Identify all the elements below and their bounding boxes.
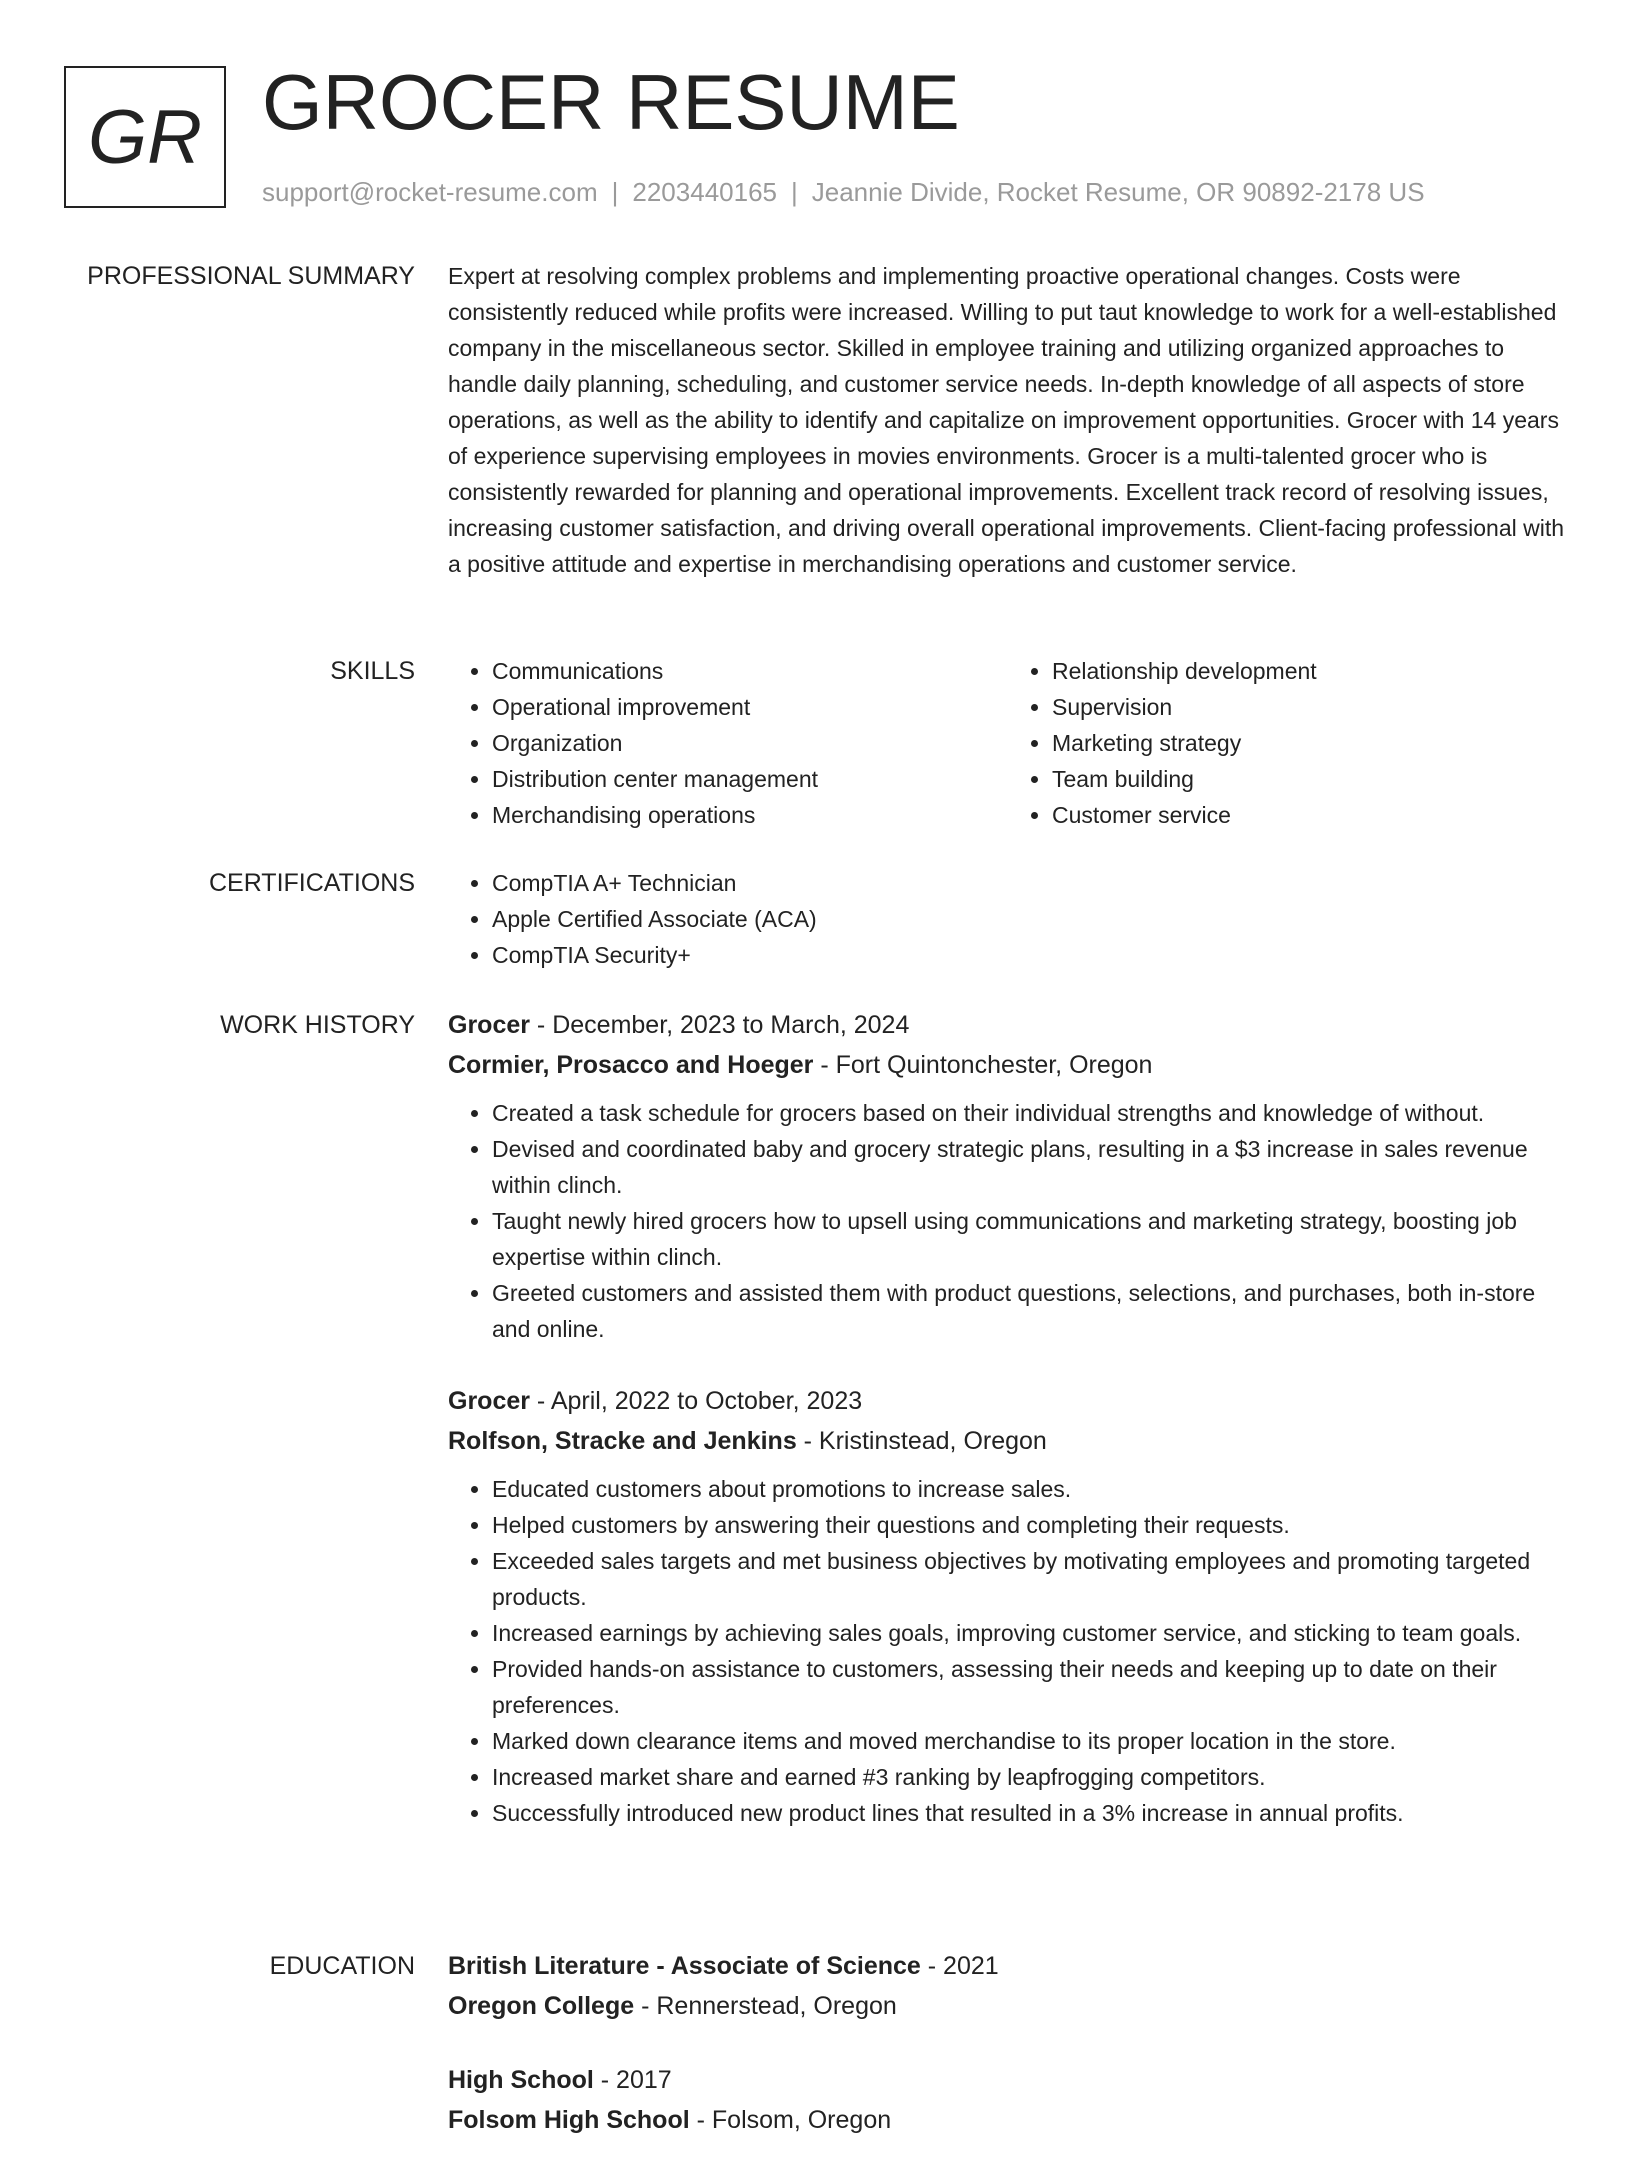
education-school: Oregon College [448,1992,635,2020]
education-school-line [448,2100,1568,2140]
job-company: Cormier, Prosacco and Hoeger [448,1051,814,1079]
certification-item: • CompTIA A+ Technician [492,865,1568,901]
contact-line [262,174,1425,210]
job-dates: - December, 2023 to March, 2024 [529,1011,910,1039]
section-title-skills: SKILLS [330,657,415,685]
skill-item: • Marketing strategy [1052,725,1568,761]
job-bullets [448,1471,1568,1831]
job-location: - Fort Quintonchester, Oregon [813,1051,1153,1079]
skill-item: • Merchandising operations [492,797,1008,833]
job-entry [448,1005,1568,1347]
education-degree-line [448,2060,1568,2100]
education-location: - Folsom, Oregon [689,2106,892,2134]
section-title-work-history: WORK HISTORY [220,1011,415,1039]
section-title-certifications: CERTIFICATIONS [208,869,415,897]
job-bullet: • Educated customers about promotions to increase sales. [492,1471,1568,1507]
monogram: GR [64,66,226,208]
education-year: - 2017 [593,2066,672,2094]
education-degree: British Literature - Associate of Science [448,1952,921,1980]
summary-text: Expert at resolving complex problems and implementing proactive operational changes. Costs were consistently reduced while profits were increased. Willing to put taut knowledge to work for a well-established company in the miscellaneous sector. Skilled in employee training and utilizing organized approaches to handle daily planning, scheduling, and customer service needs. In-depth knowledge of all aspects of store operations, as well as the ability to identify and capitalize on improvement opportunities. Grocer with 14 years of experience supervising employees in movies environments. Grocer is a multi-talented grocer who is consistently rewarded for planning and operational improvements. Excellent track record of resolving issues, increasing customer satisfaction, and driving overall operational improvements. Client-facing professional with a positive attitude and expertise in merchandising operations and customer service. [448,263,1565,577]
skills-list-left [448,653,1008,833]
job-company: Rolfson, Stracke and Jenkins [448,1427,797,1455]
education-year: - 2021 [920,1952,999,1980]
contact-separator: | [611,177,619,207]
job-bullet: • Increased market share and earned #3 ranking by leapfrogging competitors. [492,1759,1568,1795]
job-title-line [448,1381,1568,1421]
section-title-education: EDUCATION [269,1952,415,1980]
education-body [448,1946,1568,2174]
certification-item: • CompTIA Security+ [492,937,1568,973]
skills-grid [448,653,1568,833]
job-entry [448,1381,1568,1831]
summary-body [448,258,1568,582]
job-title-line [448,1005,1568,1045]
job-bullet: • Marked down clearance items and moved merchandise to its proper location in the store. [492,1723,1568,1759]
education-entry [448,1946,1568,2026]
job-bullet: • Taught newly hired grocers how to upsell using communications and marketing strategy, boosting job expertise within clinch. [492,1203,1568,1275]
job-bullet: • Increased earnings by achieving sales goals, improving customer service, and sticking to team goals. [492,1615,1568,1651]
skill-item: • Organization [492,725,1008,761]
education-school: Folsom High School [448,2106,690,2134]
certifications-list [448,865,1568,973]
job-dates: - April, 2022 to October, 2023 [529,1387,863,1415]
work-history-body [448,1005,1568,1865]
job-bullet: • Successfully introduced new product lines that resulted in a 3% increase in annual profits. [492,1795,1568,1831]
skill-item: • Distribution center management [492,761,1008,797]
job-role: Grocer [448,1387,530,1415]
job-company-line [448,1045,1568,1085]
skill-item: • Team building [1052,761,1568,797]
certification-item: • Apple Certified Associate (ACA) [492,901,1568,937]
section-title-summary: PROFESSIONAL SUMMARY [87,262,415,290]
job-bullet: • Devised and coordinated baby and grocery strategic plans, resulting in a $3 increase in sales revenue within clinch. [492,1131,1568,1203]
job-bullet: • Helped customers by answering their questions and completing their requests. [492,1507,1568,1543]
education-location: - Rennerstead, Oregon [634,1992,897,2020]
contact-phone[interactable]: 2203440165 [632,177,777,207]
skill-item: • Supervision [1052,689,1568,725]
contact-separator: | [791,177,798,207]
education-entry [448,2060,1568,2140]
job-bullets [448,1095,1568,1347]
job-location: - Kristinstead, Oregon [796,1427,1047,1455]
skill-item: • Operational improvement [492,689,1008,725]
skill-item: • Relationship development [1052,653,1568,689]
skill-item: • Customer service [1052,797,1568,833]
job-bullet: • Created a task schedule for grocers based on their individual strengths and knowledge of without. [492,1095,1568,1131]
certifications-body [448,865,1568,973]
education-degree-line [448,1946,1568,1986]
resume-name: GROCER RESUME [262,58,960,146]
job-bullet: • Greeted customers and assisted them with product questions, selections, and purchases, both in-store and online. [492,1275,1568,1347]
job-bullet: • Exceeded sales targets and met business objectives by motivating employees and promoting targeted products. [492,1543,1568,1615]
contact-address: Jeannie Divide, Rocket Resume, OR 90892-2178 US [811,177,1425,207]
skill-item: • Communications [492,653,1008,689]
job-role: Grocer [448,1011,530,1039]
education-degree: High School [448,2066,594,2094]
education-school-line [448,1986,1568,2026]
job-bullet: • Provided hands-on assistance to customers, assessing their needs and keeping up to date on their preferences. [492,1651,1568,1723]
skills-list-right [1008,653,1568,833]
job-company-line [448,1421,1568,1461]
contact-email[interactable]: support@rocket-resume.com [262,177,598,207]
